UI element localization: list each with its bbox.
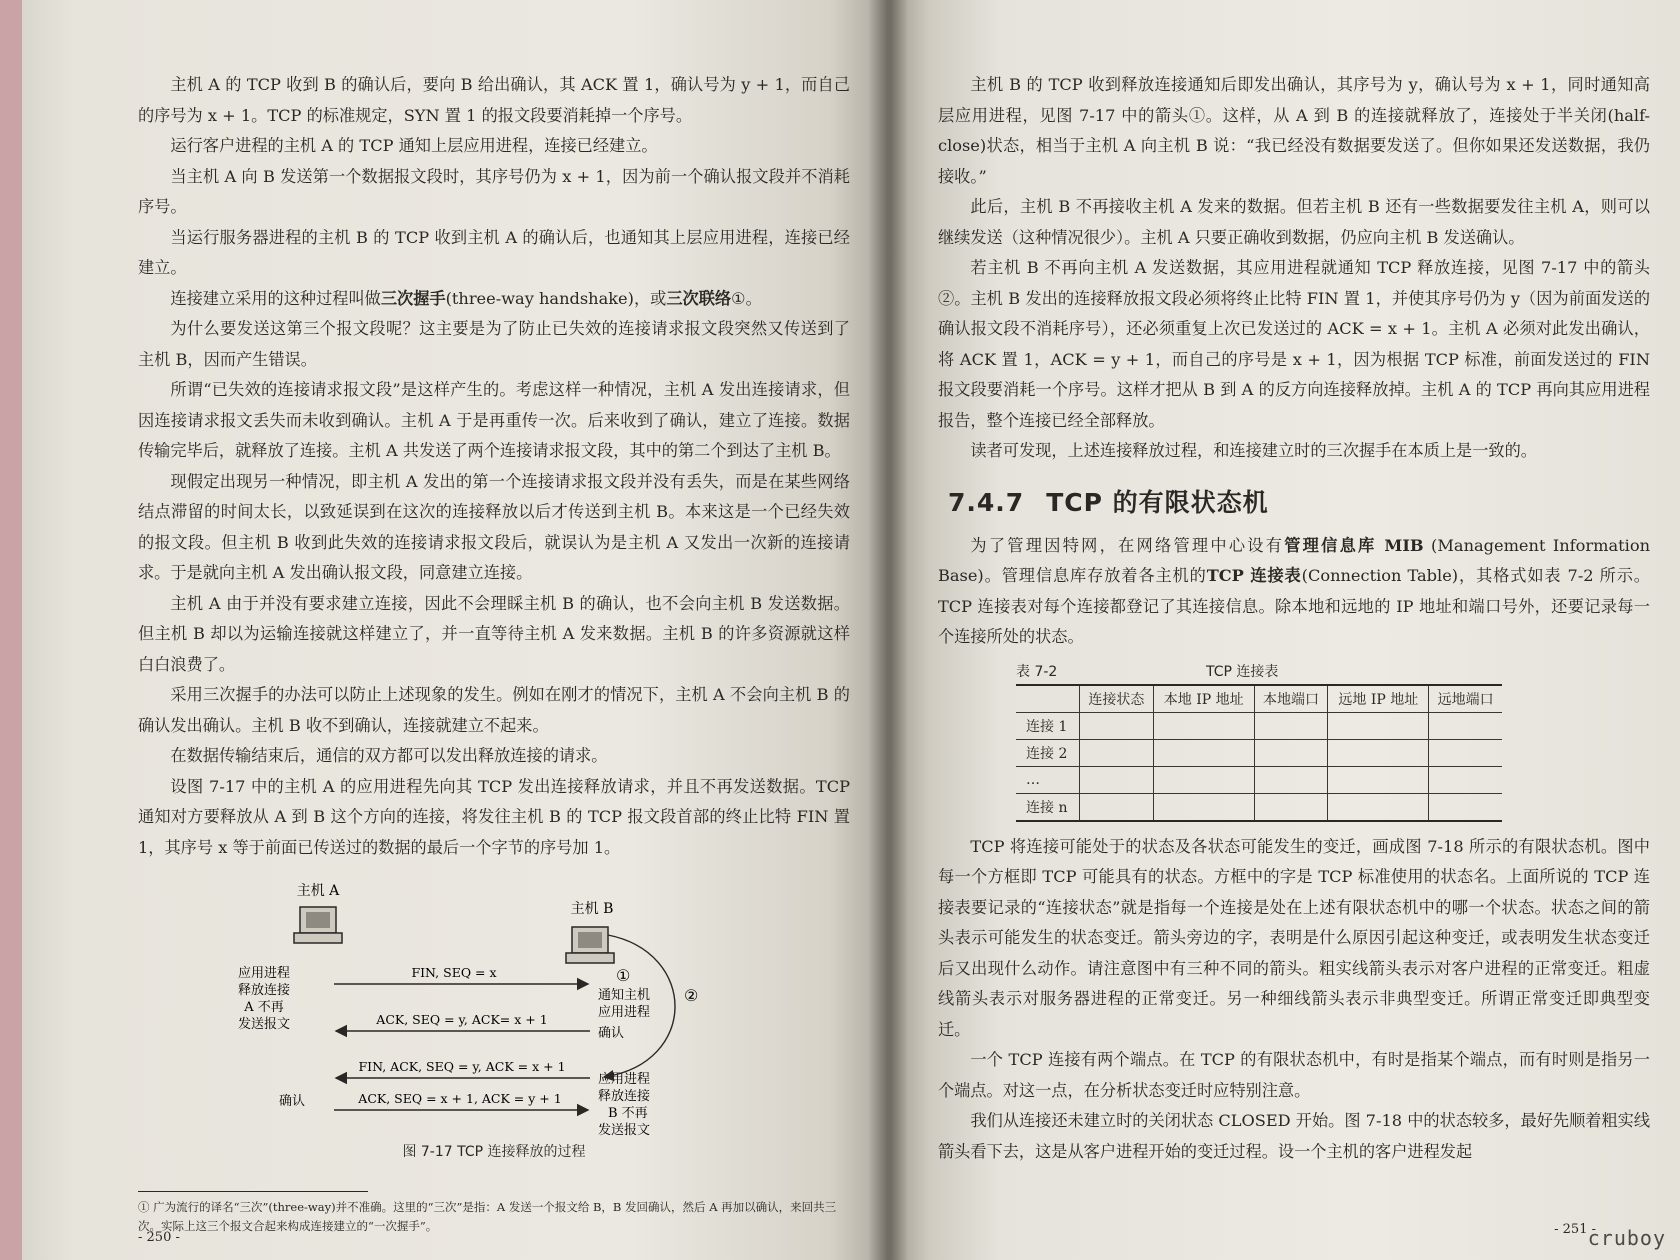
paragraph: 主机 B 的 TCP 收到释放连接通知后即发出确认，其序号为 y，确认号为 x + 1，同时通知高层应用进程，见图 7-17 中的箭头①。这样，从 A 到 B 的连接就释放了，连接处于半关闭(half-close)状态，相当于主机 A 向主机 B 说：“我已经没有数据要发送了。但你如果还发送数据，我仍接收。”: [938, 75, 1650, 186]
marker-2: ②: [684, 986, 699, 1005]
right-note-line: 通知主机: [598, 988, 651, 1003]
row-label: 连接 1: [1016, 712, 1080, 739]
release-diagram: [138, 873, 850, 1163]
right-note-line: B 不再: [608, 1106, 648, 1121]
table-header-cell: [1016, 685, 1080, 713]
book-gutter: [868, 0, 908, 1260]
footnote-divider: [138, 1191, 368, 1192]
arrow-ack-label: ACK, SEQ = y, ACK= x + 1: [376, 1012, 548, 1027]
paragraph: 读者可发现，上述连接释放过程，和连接建立时的三次握手在本质上是一致的。: [970, 441, 1537, 460]
mib-paragraph: 为了管理因特网，在网络管理中心设有管理信息库 MIB (Management Information Base)。管理信息库存放着各主机的TCP 连接表(Connection Table)，其格式如表 7-2 所示。TCP 连接表对每个连接都登记了其连接信息。除本地和远地的 IP 地址和端口号外，还要记录每一个连接所处的状态。: [938, 535, 1651, 646]
paragraph: 当运行服务器进程的主机 B 的 TCP 收到主机 A 的确认后，也通知其上层应用进程，连接已经建立。: [138, 227, 850, 277]
table-header-cell: 本地 IP 地址: [1153, 685, 1254, 713]
paragraph: 采用三次握手的办法可以防止上述现象的发生。例如在刚才的情况下，主机 A 不会向主机 B 的确认发出确认。主机 B 收不到确认，连接就建立不起来。: [138, 685, 850, 735]
table-row: [1016, 766, 1502, 793]
table-7-2: [1016, 661, 1502, 822]
host-b-label: 主机 B: [570, 901, 614, 917]
paragraph: 此后，主机 B 不再接收主机 A 发来的数据。但若主机 B 还有一些数据要发往主机 A，则可以继续发送（这种情况很少）。主机 A 只要正确收到数据，仍应向主机 B 发送确认。: [938, 197, 1650, 247]
arrow-final-ack-label: ACK, SEQ = x + 1, ACK = y + 1: [358, 1091, 562, 1106]
watermark: cruboy: [1587, 1226, 1666, 1250]
left-page: [22, 0, 890, 1260]
row-label: …: [1016, 766, 1080, 793]
paragraph: 主机 A 的 TCP 收到 B 的确认后，要向 B 给出确认，其 ACK 置 1，确认号为 y + 1，而自己的序号为 x + 1。TCP 的标准规定，SYN 置 1 的报文段要消耗掉一个序号。: [138, 75, 850, 125]
left-note-line: 发送报文: [237, 1017, 291, 1032]
table-title: TCP 连接表: [1206, 663, 1279, 680]
host-a-computer-icon: [294, 907, 342, 943]
term-three-way-contact: 三次联络: [666, 288, 732, 308]
section-number: 7.4.7: [948, 487, 1025, 517]
term-tcp-connection-table: TCP 连接表: [1206, 566, 1302, 585]
paragraph: 现假定出现另一种情况，即主机 A 发出的第一个连接请求报文段并没有丢失，而是在某些网络结点滞留的时间太长，以致延误到在这次的连接释放以后才传送到主机 B。本来这是一个已经失效的报文段。但主机 B 收到此失效的连接请求报文段后，就误认为是主机 A 又发出一次新的连接请求。于是就向主机 A 发出确认报文段，同意建立连接。: [138, 471, 850, 582]
right-note-line: 应用进程: [598, 1072, 651, 1087]
row-label: 连接 n: [1016, 793, 1080, 821]
paragraph: 在数据传输结束后，通信的双方都可以发出释放连接的请求。: [170, 746, 608, 765]
table-row: [1016, 739, 1502, 766]
paragraph: 当主机 A 向 B 发送第一个数据报文段时，其序号仍为 x + 1，因为前一个确认报文段并不消耗序号。: [138, 166, 850, 216]
paragraph: 运行客户进程的主机 A 的 TCP 通知上层应用进程，连接已经建立。: [170, 136, 658, 155]
footnote: ① 广为流行的译名“三次”(three-way)并不准确。这里的“三次”是指：A 发送一个报文给 B，B 发回确认，然后 A 再加以确认，来回共三次。实际上这三个报文合起来构成连接建立的“一次握手”。: [138, 1200, 837, 1233]
table-number: 表 7-2: [1016, 663, 1058, 680]
term-mib: 管理信息库 MIB: [1284, 535, 1424, 555]
arrow-fin-label: FIN, SEQ = x: [411, 965, 497, 980]
paragraph: 所谓“已失效的连接请求报文段”是这样产生的。考虑这样一种情况，主机 A 发出连接请求，但因连接请求报文丢失而未收到确认。主机 A 于是再重传一次。后来收到了确认，建立了连接。数据传输完毕后，就释放了连接。主机 A 共发送了两个连接请求报文段，其中的第二个到达了主机 B。: [138, 380, 850, 460]
table-row: [1016, 793, 1502, 821]
paragraph: 设图 7-17 中的主机 A 的应用进程先向其 TCP 发出连接释放请求，并且不再发送数据。TCP 通知对方要释放从 A 到 B 这个方向的连接，将发往主机 B 的 TCP 报文段首部的终止比特 FIN 置 1，其序号 x 等于前面已传送过的数据的最后一个字节的序号加 1。: [138, 776, 850, 857]
table-header-cell: 连接状态: [1080, 685, 1154, 713]
row-label: 连接 2: [1016, 739, 1080, 766]
paragraph: 主机 A 由于并没有要求建立连接，因此不会理睬主机 B 的确认，也不会向主机 B 发送数据。但主机 B 却以为运输连接就这样建立了，并一直等待主机 A 发来数据。主机 B 的许多资源就这样白白浪费了。: [138, 593, 850, 674]
right-note-line: 发送报文: [598, 1123, 651, 1138]
left-confirm-label: 确认: [278, 1094, 306, 1109]
right-confirm-label: 确认: [598, 1026, 625, 1041]
paragraph: 为什么要发送这第三个报文段呢？这主要是为了防止已失效的连接请求报文段突然又传送到了主机 B，因而产生错误。: [138, 319, 850, 369]
footnote-marker: ①。: [731, 288, 762, 308]
left-note-line: 应用进程: [237, 966, 291, 981]
page-number-right: - 251 -: [1554, 1222, 1596, 1237]
left-note-line: 释放连接: [237, 983, 291, 998]
table-row: [1016, 712, 1502, 739]
right-note-line: 释放连接: [598, 1089, 651, 1104]
host-b-computer-icon: [566, 927, 614, 963]
section-title: TCP 的有限状态机: [1046, 487, 1269, 517]
tcp-connection-table: [1016, 684, 1502, 822]
table-header-row: [1016, 685, 1502, 713]
handshake-paragraph: 连接建立采用的这种过程叫做三次握手(three-way handshake)，或三次联络①。: [170, 288, 762, 308]
figure-7-17-tcp-release: [138, 873, 850, 1163]
arrow-fin-ack-label: FIN, ACK, SEQ = y, ACK = x + 1: [358, 1059, 566, 1074]
table-header-cell: 本地端口: [1254, 685, 1328, 713]
paragraph: TCP 将连接可能处于的状态及各状态可能发生的变迁，画成图 7-18 所示的有限状态机。图中每一个方框即 TCP 可能具有的状态。方框中的字是 TCP 标准使用的状态名。上面所说的 TCP 连接表要记录的“连接状态”就是指每一个连接是处在上述有限状态机中的哪一个状态。状态之间的箭头表示可能发生的状态变迁。箭头旁边的字，表明是什么原因引起这种变迁，或表明发生状态变迁后又出现什么动作。请注意图中有三种不同的箭头。粗实线箭头表示对客户进程的正常变迁。粗虚线箭头表示对服务器进程的正常变迁。另一种细线箭头表示非典型变迁。所谓正常变迁即典型变迁。: [938, 836, 1650, 1039]
paragraph: 若主机 B 不再向主机 A 发送数据，其应用进程就通知 TCP 释放连接，见图 7-17 中的箭头②。主机 B 发出的连接释放报文段必须将终止比特 FIN 置 1，并使其序号仍为 y（因为前面发送的确认报文段不消耗序号），还必须重复上次已发送过的 ACK = x + 1。主机 A 必须对此发出确认，将 ACK 置 1，ACK = y + 1，而自己的序号是 x + 1，因为根据 TCP 标准，前面发送过的 FIN 报文段要消耗一个序号。这样才把从 B 到 A 的反方向连接释放掉。主机 A 的 TCP 再向其应用进程报告，整个连接已经全部释放。: [938, 258, 1650, 430]
page-number-left: - 250 -: [138, 1230, 180, 1245]
section-heading: [948, 483, 1650, 519]
host-a-label: 主机 A: [296, 883, 340, 899]
marker-1: ①: [616, 966, 631, 985]
figure-caption: 图 7-17 TCP 连接释放的过程: [402, 1144, 586, 1160]
paragraph: 一个 TCP 连接有两个端点。在 TCP 的有限状态机中，有时是指某个端点，而有时则是指另一个端点。对这一点，在分析状态变迁时应特别注意。: [938, 1050, 1650, 1100]
term-three-way-handshake: 三次握手: [380, 288, 446, 308]
right-page: [890, 0, 1680, 1260]
paragraph: 我们从连接还未建立时的关闭状态 CLOSED 开始。图 7-18 中的状态较多，最好先顺着粗实线箭头看下去，这是从客户进程开始的变迁过程。设一个主机的客户进程发起: [938, 1111, 1651, 1161]
right-note-line: 应用进程: [598, 1005, 651, 1020]
table-header-cell: 远地端口: [1429, 685, 1502, 713]
left-note-line: A 不再: [244, 1000, 284, 1015]
table-header-cell: 远地 IP 地址: [1328, 685, 1429, 713]
